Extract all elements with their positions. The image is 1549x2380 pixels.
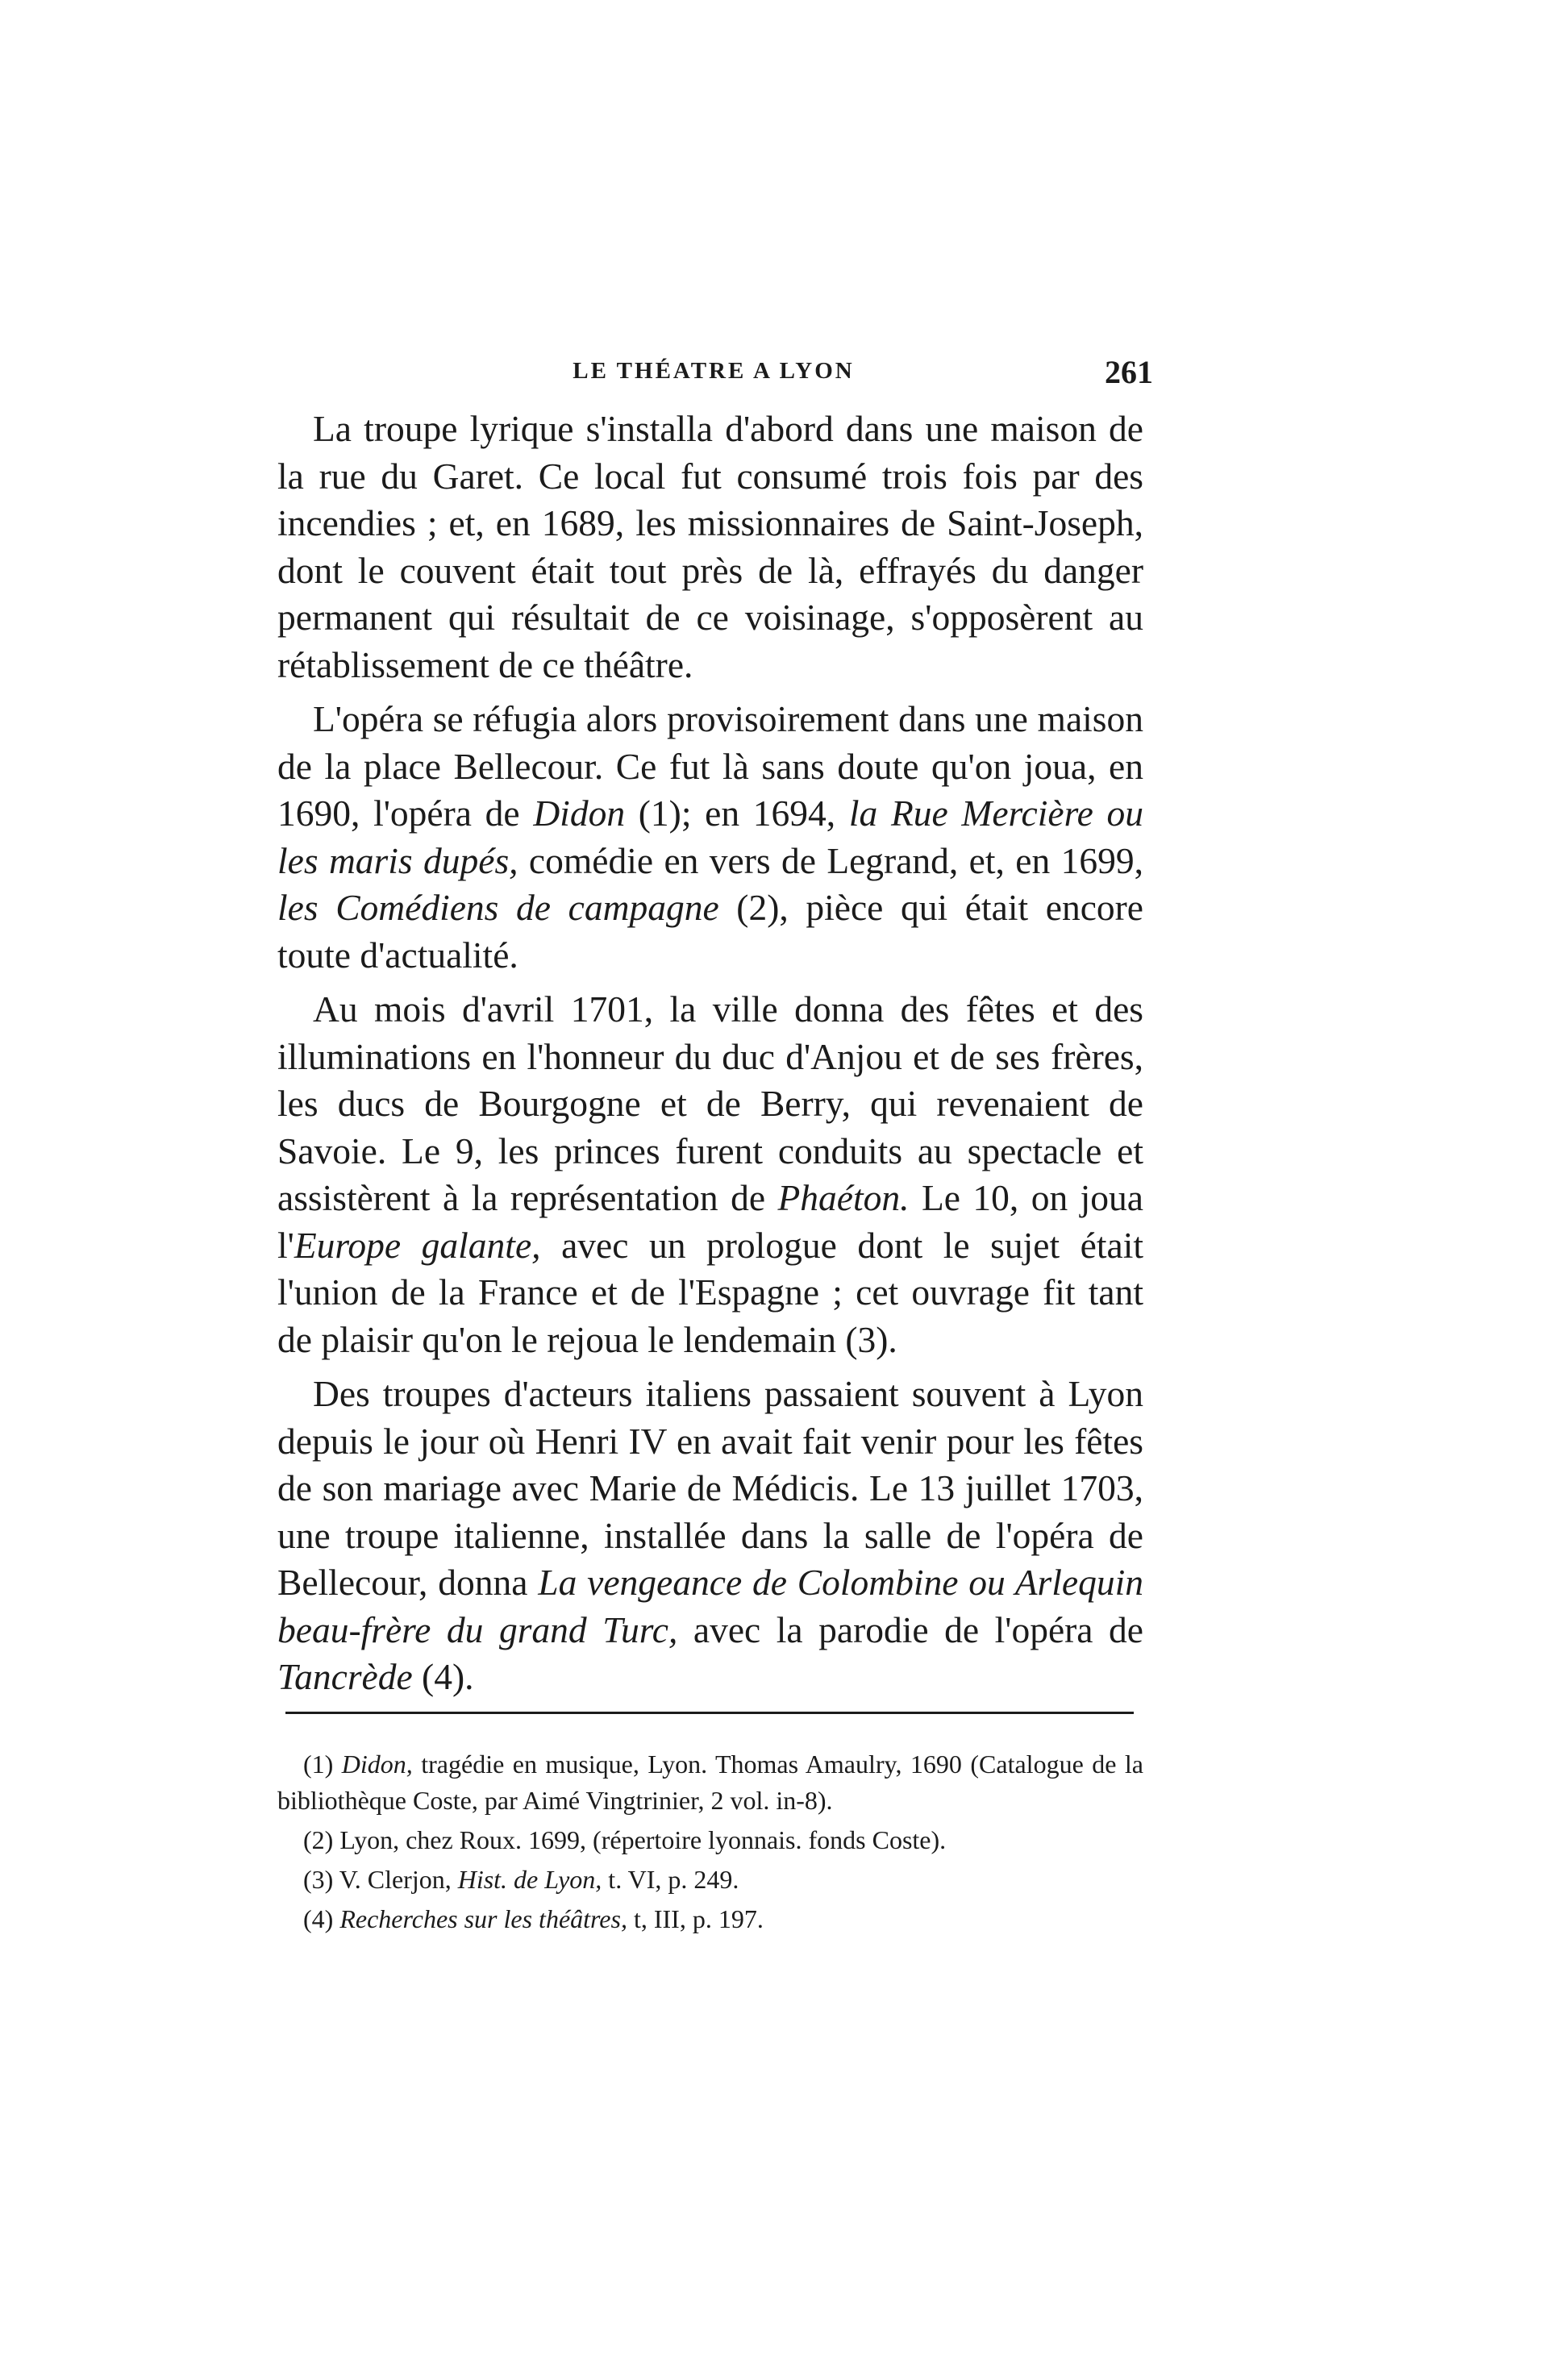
italic-title-europe-galante: Europe galante, <box>294 1224 541 1266</box>
paragraph-4 <box>277 1371 1143 1701</box>
running-title: LE THÉATRE A LYON <box>573 358 855 384</box>
footnote-italic: Recherches sur les théâtres, <box>339 1904 627 1933</box>
footnote-separator-rule <box>285 1712 1134 1714</box>
paragraph-text: La troupe lyrique s'installa d'abord dans une maison de la rue du Garet. Ce local fut consumé trois fois par des incendies ; et, en 1689, les missionnaires de Saint-Joseph, dont le couvent était tout près de là, effrayés du danger permanent qui résultait de ce voisinage, s'opposèrent au rétablissement de ce théâtre. <box>277 408 1143 685</box>
footnote-text: (4) <box>303 1904 340 1933</box>
italic-title-comediens: les Comédiens de campagne <box>277 887 719 928</box>
footnote-1 <box>277 1746 1143 1819</box>
footnote-4 <box>277 1901 1143 1937</box>
paragraph-text: avec un prologue dont le sujet était l'union de la France et de l'Espagne ; cet ouvrage fit tant de plaisir qu'on le rejoua le lendemain (3). <box>277 1224 1143 1360</box>
footnote-3 <box>277 1862 1143 1898</box>
footnote-italic: Didon, <box>341 1750 413 1779</box>
footnote-2 <box>277 1822 1143 1858</box>
footnote-text: (2) Lyon, chez Roux. 1699, (répertoire lyonnais. fonds Coste). <box>303 1825 947 1854</box>
running-head <box>274 353 1153 393</box>
paragraph-text: Au mois d'avril 1701, la ville donna des fêtes et des illuminations en l'honneur du duc d'Anjou et de ses frères, les ducs de Bourgogne et de Berry, qui revenaient de Savoie. Le 9, les princes furent conduits au spectacle et assistèrent à la représentation de <box>277 988 1143 1218</box>
italic-title-tancrede: Tancrède <box>277 1656 413 1697</box>
paragraph-text: (1); en 1694, <box>625 793 849 834</box>
body-text <box>277 406 1143 1708</box>
footnote-text: tragédie en musique, Lyon. Thomas Amaulry, 1690 (Catalogue de la bibliothèque Coste, par Aimé Vingtrinier, 2 vol. in-8). <box>277 1750 1144 1815</box>
footnote-italic: Hist. de Lyon, <box>457 1865 602 1894</box>
paragraph-text: (4). <box>412 1656 474 1697</box>
page-number: 261 <box>1105 354 1153 390</box>
footnote-text: t. VI, p. 249. <box>602 1865 739 1894</box>
italic-title-phaeton: Phaéton. <box>777 1177 910 1218</box>
italic-title-rue-merciere: la Rue Mercière ou les maris dupés, <box>277 793 1143 881</box>
paragraph-text: Des troupes d'acteurs italiens passaient souvent à Lyon depuis le jour où Henri IV en avait fait venir pour les fêtes de son mariage avec Marie de Médicis. Le 13 juillet 1703, une troupe italienne, installée dans la salle de l'opéra de Bellecour, donna <box>277 1373 1143 1603</box>
paragraph-text: L'opéra se réfugia alors provisoirement dans une maison de la place Bellecour. Ce fut là sans doute qu'on joua, en 1690, l'opéra de <box>277 698 1143 834</box>
paragraph-text: avec la parodie de l'opéra de <box>677 1608 1143 1650</box>
paragraph-3 <box>277 986 1143 1363</box>
footnotes <box>277 1746 1143 1941</box>
paragraph-text: comédie en vers de Legrand, et, en 1699, <box>518 839 1143 881</box>
footnote-text: (1) <box>303 1750 342 1779</box>
italic-title-didon: Didon <box>533 793 626 834</box>
footnote-text: (3) V. Clerjon, <box>303 1865 458 1894</box>
paragraph-2 <box>277 696 1143 979</box>
italic-title-vengeance-colombine: La vengeance de Colombine ou Arlequin beau-frère du grand Turc, <box>277 1562 1143 1650</box>
paragraph-text: (2), pièce qui était encore toute d'actualité. <box>277 887 1143 976</box>
paragraph-1 <box>277 406 1143 689</box>
footnote-text: t, III, p. 197. <box>627 1904 764 1933</box>
paragraph-text: Le 10, on joua l' <box>277 1177 1143 1266</box>
